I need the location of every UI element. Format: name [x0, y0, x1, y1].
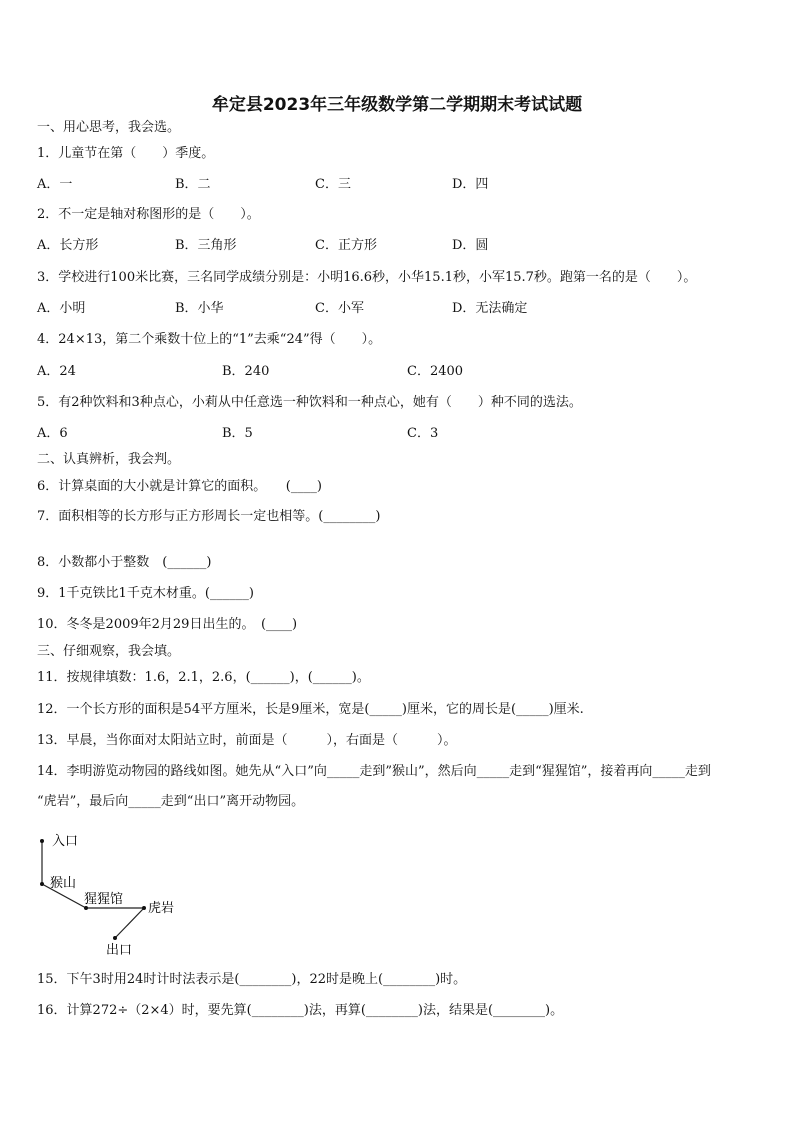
option-b: B．三角形	[175, 238, 237, 253]
question-5: 5．有2种饮料和3种点心，小莉从中任意选一种饮料和一种点心，她有（ ）种不同的选法。	[37, 395, 582, 410]
question-16: 16．计算272÷（2×4）时，要先算(________)法，再算(________)法，结果是(________)。	[37, 1003, 564, 1018]
question-14-continued: “虎岩”，最后向_____走到“出口”离开动物园。	[37, 794, 305, 809]
label-exit: 出口	[106, 943, 133, 958]
question-13: 13．早晨，当你面对太阳站立时，前面是（ ），右面是（ ）。	[37, 733, 457, 748]
option-b: B．5	[222, 426, 253, 441]
question-14: 14．李明游览动物园的路线如图。她先从“入口”向_____走到”猴山”，然后向_____走到“猩猩馆”，接着再向_____走到	[37, 764, 711, 779]
option-a: A．小明	[37, 301, 86, 316]
question-11: 11．按规律填数：1.6，2.1，2.6，(______)，(______)。	[37, 670, 370, 685]
question-15: 15．下午3时用24时计时法表示是(________)，22时是晚上(________)时。	[37, 972, 467, 987]
zoo-route-diagram	[30, 825, 210, 960]
question-1: 1．儿童节在第（ ）季度。	[37, 146, 215, 161]
question-3: 3．学校进行100米比赛，三名同学成绩分别是：小明16.6秒，小华15.1秒，小军15.7秒。跑第一名的是（ ）。	[37, 270, 697, 285]
option-c: C．3	[407, 426, 439, 441]
question-6: 6．计算桌面的大小就是计算它的面积。 (____)	[37, 479, 322, 494]
question-8: 8．小数都小于整数 (______)	[37, 555, 212, 570]
section-heading: 三、仔细观察，我会填。	[37, 644, 181, 659]
section-heading: 一、用心思考，我会选。	[37, 120, 181, 135]
label-monkey-hill: 猴山	[50, 876, 77, 891]
option-c: C．正方形	[315, 238, 377, 253]
question-10: 10．冬冬是2009年2月29日出生的。 (____)	[37, 617, 298, 632]
page-title: 牟定县2023年三年级数学第二学期期末考试试题	[211, 95, 583, 115]
option-a: A．一	[37, 177, 73, 192]
label-tiger-rock: 虎岩	[148, 901, 175, 916]
question-2: 2．不一定是轴对称图形的是（ ）。	[37, 207, 260, 222]
section-heading: 二、认真辨析，我会判。	[37, 452, 181, 467]
question-12: 12．一个长方形的面积是54平方厘米，长是9厘米，宽是(_____)厘米，它的周长是(_____)厘米.	[37, 702, 584, 717]
point-monkey-hill	[40, 882, 44, 886]
option-c: C．三	[315, 177, 351, 192]
point-tiger-rock	[142, 906, 146, 910]
option-a: A．24	[37, 364, 76, 379]
question-9: 9．1千克铁比1千克木材重。(______)	[37, 586, 254, 601]
option-c: C．2400	[407, 364, 464, 379]
question-7: 7．面积相等的长方形与正方形周长一定也相等。(________)	[37, 509, 381, 524]
option-d: D．圆	[452, 238, 489, 253]
option-b: B．小华	[175, 301, 224, 316]
option-d: D．无法确定	[452, 301, 528, 316]
option-b: B．240	[222, 364, 270, 379]
point-exit	[113, 936, 117, 940]
question-4: 4．24×13，第二个乘数十位上的“1”去乘“24”得（ ）。	[37, 332, 382, 347]
label-entrance: 入口	[52, 834, 79, 849]
label-gorilla-house: 猩猩馆	[84, 892, 124, 907]
option-a: A．长方形	[37, 238, 99, 253]
route-segment	[115, 908, 144, 938]
point-entrance	[40, 839, 44, 843]
option-c: C．小军	[315, 301, 364, 316]
option-d: D．四	[452, 177, 489, 192]
option-b: B．二	[175, 177, 211, 192]
option-a: A．6	[37, 426, 68, 441]
